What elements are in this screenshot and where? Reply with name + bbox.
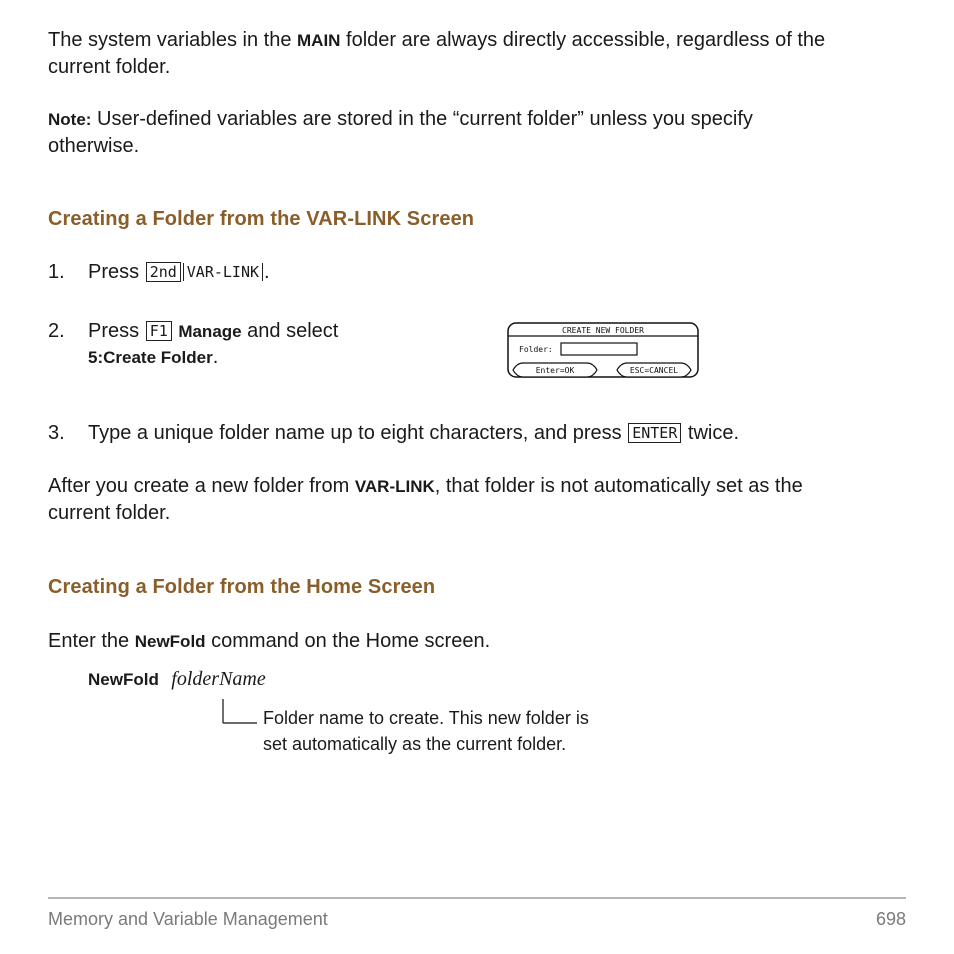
step-text: Press — [88, 261, 145, 283]
step-text: Press — [88, 320, 145, 342]
enter-text-cont: command on the Home screen. — [205, 630, 491, 652]
after-paragraph — [48, 473, 918, 526]
section-heading-var-link: Creating a Folder from the VAR-LINK Screen — [48, 208, 475, 230]
callout-text — [263, 705, 589, 757]
newfold-term: NewFold — [134, 632, 206, 651]
after-text-line2: current folder. — [48, 502, 171, 524]
step-text-cont: twice. — [682, 422, 740, 444]
callout-line-2: set automatically as the current folder. — [263, 734, 567, 754]
dialog-title: CREATE NEW FOLDER — [562, 326, 644, 335]
page-number: 698 — [875, 909, 906, 929]
cancel-button[interactable] — [617, 363, 691, 377]
note-text-line2: otherwise. — [48, 135, 140, 157]
main-folder-term: MAIN — [297, 31, 341, 50]
intro-text: The system variables in the — [48, 29, 297, 51]
step-number: 3. — [48, 422, 65, 444]
syntax-line — [88, 668, 266, 691]
calc-dialog-graphic — [507, 322, 699, 378]
enter-text: Enter the — [48, 630, 135, 652]
intro-paragraph — [48, 27, 918, 80]
step-text-cont: and select — [241, 320, 339, 342]
create-folder-option: 5:Create Folder — [88, 348, 213, 367]
step-text: Type a unique folder name up to eight characters, and press — [88, 422, 628, 444]
key-enter: ENTER — [628, 423, 681, 443]
syntax-command: NewFold — [88, 670, 159, 689]
step-number: 1. — [48, 261, 65, 283]
folder-field-label: Folder: — [519, 345, 553, 354]
callout-line-1: Folder name to create. This new folder is — [263, 708, 589, 728]
section-heading-home-screen: Creating a Folder from the Home Screen — [48, 576, 436, 598]
key-var-link: VAR-LINK — [183, 263, 263, 281]
after-text-cont: , that folder is not automatically set as the — [434, 475, 803, 497]
step-end: . — [212, 346, 219, 368]
var-link-term: VAR-LINK — [354, 477, 435, 496]
step-number: 2. — [48, 320, 65, 342]
enter-command-paragraph — [48, 628, 918, 655]
syntax-argument: folderName — [171, 668, 266, 690]
note-paragraph — [48, 106, 918, 159]
cancel-button-label: ESC=CANCEL — [629, 366, 679, 375]
step-end: . — [264, 261, 270, 283]
after-text: After you create a new folder from — [48, 475, 355, 497]
key-f1: F1 — [146, 321, 172, 341]
note-label: Note: — [48, 110, 92, 129]
note-text: User-defined variables are stored in the “current folder” unless you specify — [91, 108, 753, 130]
footer-title: Memory and Variable Management — [48, 909, 328, 929]
intro-text-cont: folder are always directly accessible, regardless of the — [340, 29, 826, 51]
ok-button[interactable] — [513, 363, 597, 377]
callout-bracket — [220, 698, 260, 726]
intro-text-line2: current folder. — [48, 56, 171, 78]
key-2nd: 2nd — [146, 262, 181, 282]
manage-menu-term: Manage — [178, 322, 242, 341]
footer-divider — [48, 897, 906, 899]
create-folder-dialog-screenshot — [507, 322, 699, 378]
ok-button-label: Enter=OK — [535, 366, 575, 375]
folder-name-input[interactable] — [561, 343, 637, 355]
